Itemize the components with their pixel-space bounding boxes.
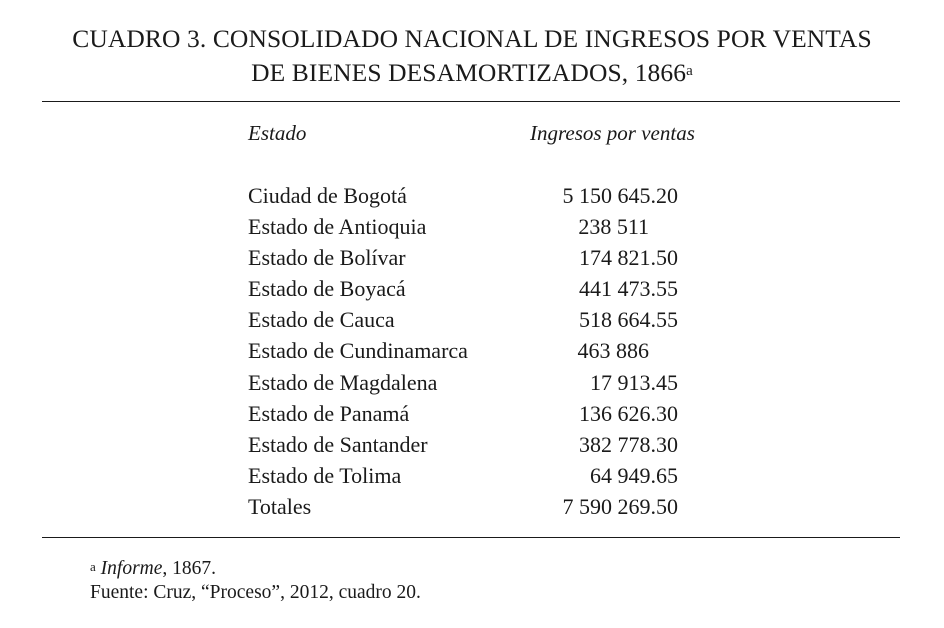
table-row xyxy=(248,335,688,366)
table-row-totals xyxy=(248,491,688,522)
source-note: Fuente: Cruz, “Proceso”, 2012, cuadro 20. xyxy=(90,582,421,603)
table-title-line-1: CUADRO 3. CONSOLIDADO NACIONAL DE INGRESOS POR VENTAS xyxy=(72,24,872,53)
state-cell: Estado de Panamá xyxy=(248,400,410,426)
table-title xyxy=(0,22,944,90)
table-notes xyxy=(90,557,421,605)
table-title-line-2 xyxy=(0,56,944,90)
table-row xyxy=(248,367,688,398)
income-cell: 463 886 xyxy=(577,338,649,364)
state-cell: Estado de Antioquia xyxy=(248,214,427,240)
footnote-source-rest: , 1867. xyxy=(162,558,217,579)
state-cell: Estado de Boyacá xyxy=(248,276,406,302)
income-cell: 382 778.30 xyxy=(579,431,678,457)
top-rule xyxy=(42,101,900,102)
table-row xyxy=(248,273,688,304)
state-cell: Estado de Cauca xyxy=(248,307,395,333)
state-cell: Estado de Cundinamarca xyxy=(248,338,468,364)
state-cell: Estado de Santander xyxy=(248,431,428,457)
income-cell: 174 821.50 xyxy=(579,245,678,271)
state-cell: Estado de Bolívar xyxy=(248,245,406,271)
income-cell: 17 913.45 xyxy=(590,369,678,395)
footnote-mark: a xyxy=(90,559,96,574)
state-cell: Estado de Magdalena xyxy=(248,369,438,395)
table-row xyxy=(248,429,688,460)
table-row xyxy=(248,211,688,242)
state-cell: Ciudad de Bogotá xyxy=(248,183,407,208)
table-row xyxy=(248,304,688,335)
column-header-income: Ingresos por ventas xyxy=(530,121,695,145)
table-body xyxy=(248,180,688,522)
title-footnote-mark: a xyxy=(686,63,693,79)
income-cell: 64 949.65 xyxy=(590,462,678,488)
column-header-state: Estado xyxy=(248,121,307,145)
table-title-line-2-text: DE BIENES DESAMORTIZADOS, 1866 xyxy=(251,58,687,87)
income-cell: 441 473.55 xyxy=(579,276,678,302)
state-cell: Totales xyxy=(248,493,312,519)
table-row xyxy=(248,398,688,429)
table-row xyxy=(248,242,688,273)
footnote xyxy=(90,557,421,581)
income-cell: 238 511 xyxy=(578,214,649,240)
income-cell: 136 626.30 xyxy=(579,400,678,426)
table-row xyxy=(248,180,688,211)
bottom-rule xyxy=(42,537,900,538)
table-row xyxy=(248,460,688,491)
footnote-source-title: Informe xyxy=(100,558,163,579)
income-cell: 5 150 645.20 xyxy=(562,183,678,208)
income-cell: 518 664.55 xyxy=(579,307,678,333)
income-cell: 7 590 269.50 xyxy=(562,493,678,519)
state-cell: Estado de Tolima xyxy=(248,462,402,488)
